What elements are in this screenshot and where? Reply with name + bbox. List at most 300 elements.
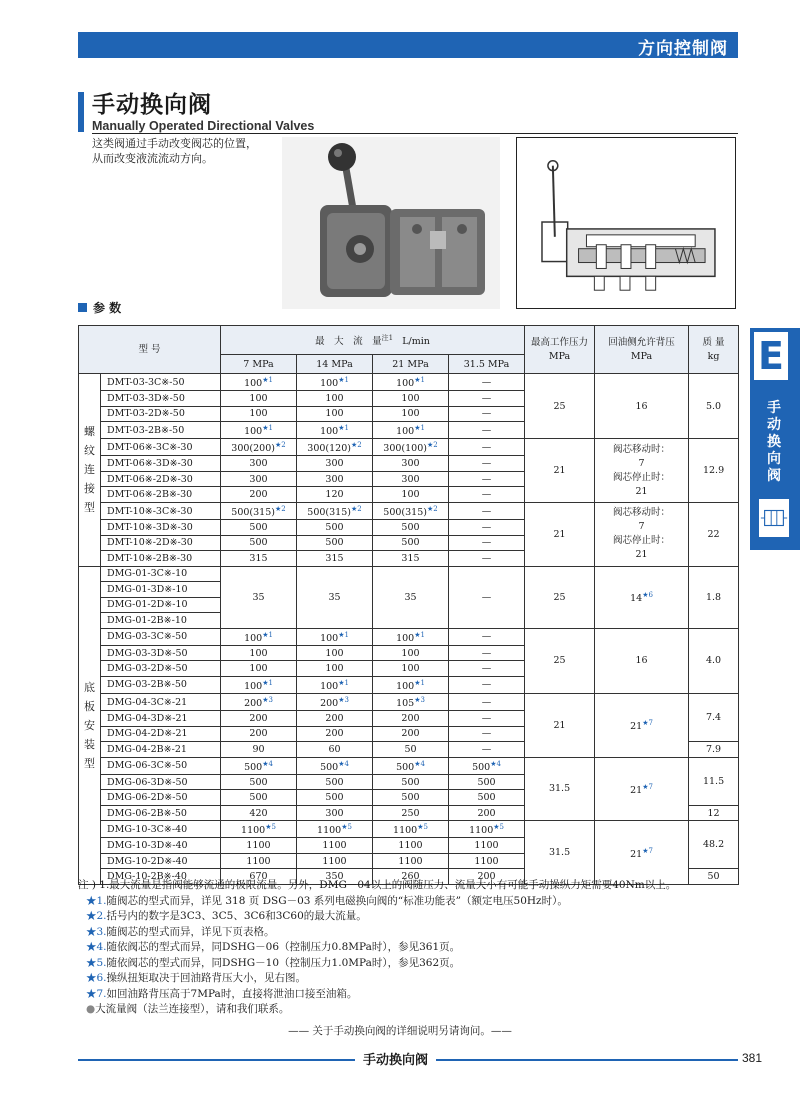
section-title: 方向控制阀 <box>638 39 728 59</box>
header-note-ref: 注1 <box>381 333 394 342</box>
model-cell: DMG-10-2B※-40 <box>101 869 221 885</box>
flow-value: 500 <box>477 776 496 788</box>
flow-cell <box>297 628 373 645</box>
model-cell: DMT-06※-3D※-30 <box>101 456 221 472</box>
table-row <box>79 821 739 838</box>
flow-cell: 35 <box>221 566 297 628</box>
flow-value: 300(200) <box>231 443 275 455</box>
max-pressure-cell <box>525 439 595 503</box>
flow-value: 500 <box>244 761 263 773</box>
max-pressure-cell <box>525 502 595 566</box>
model-cell: DMG-04-2B※-21 <box>101 742 221 758</box>
flow-cell <box>449 774 525 790</box>
flow-cell <box>449 693 525 710</box>
star-marker: ★3 <box>338 695 349 704</box>
star-marker: ★4 <box>490 759 501 768</box>
flow-cell <box>221 406 297 422</box>
table-row <box>79 439 739 456</box>
flow-cell <box>221 676 297 693</box>
flow-value: — <box>481 473 492 485</box>
flow-value: 260 <box>401 871 420 883</box>
flow-cell <box>449 676 525 693</box>
cell-value: 5.0 <box>705 400 722 412</box>
flow-cell <box>221 456 297 472</box>
star-marker: ★1 <box>338 630 349 639</box>
flow-value: 1100 <box>322 840 347 852</box>
flow-value: 100 <box>396 632 415 644</box>
flow-cell <box>373 757 449 774</box>
flow-cell <box>373 471 449 487</box>
model-cell: DMG-03-3D※-50 <box>101 645 221 661</box>
flow-value: 500 <box>325 521 344 533</box>
flow-value: — <box>481 505 492 517</box>
flow-value: 60 <box>328 743 341 755</box>
model-cell: DMG-04-2D※-21 <box>101 726 221 742</box>
flow-value: 300(100) <box>383 443 427 455</box>
star-4-marker: ★4. <box>86 941 107 953</box>
flow-value: 500 <box>249 792 268 803</box>
cell-value: 50 <box>707 871 720 883</box>
model-cell: DMG-01-3C※-10 <box>101 566 221 582</box>
back-pressure-cell <box>595 821 689 885</box>
star-marker: ★1 <box>338 376 349 384</box>
flow-value: — <box>481 521 492 533</box>
row-group-label: 螺纹连接型 <box>79 374 101 567</box>
max-pressure-cell <box>525 566 595 628</box>
flow-cell <box>221 726 297 742</box>
cell-value: 12.9 <box>702 465 725 477</box>
back-pressure-cell <box>595 502 689 566</box>
flow-cell <box>449 487 525 503</box>
star-3-marker: ★3. <box>86 925 107 938</box>
flow-cell <box>221 757 297 774</box>
flow-value: — <box>481 408 492 420</box>
star-3-text: 随阀芯的型式而异，详见下页表格。 <box>106 925 275 938</box>
flow-cell <box>297 471 373 487</box>
flow-cell <box>449 711 525 727</box>
model-cell: DMT-10※-2D※-30 <box>101 535 221 551</box>
flow-cell <box>221 774 297 790</box>
flow-value: — <box>481 712 492 724</box>
star-marker: ★5 <box>417 823 428 832</box>
spool-text: 7 <box>638 521 645 533</box>
flow-value: 100 <box>401 489 420 501</box>
cell-value: 21 <box>630 785 643 796</box>
flow-value: — <box>481 679 492 691</box>
star-marker: ★1 <box>414 630 425 639</box>
star-marker: ★7 <box>642 782 653 791</box>
star-marker: ★2 <box>426 504 438 513</box>
flow-cell <box>297 676 373 693</box>
flow-cell <box>297 693 373 710</box>
title-divider <box>92 133 738 134</box>
flow-value: 500 <box>325 792 344 803</box>
flow-cell <box>221 821 297 838</box>
cell-value: 7.9 <box>705 743 722 755</box>
note-star-2 <box>78 909 758 925</box>
flow-cell <box>373 439 449 456</box>
large-flow-text: 大流量阀（法兰连接型），请和我们联系。 <box>95 1003 290 1015</box>
flow-cell <box>449 406 525 422</box>
flow-value: 100 <box>244 378 263 390</box>
cell-value: 21 <box>630 848 643 860</box>
flow-cell <box>221 790 297 806</box>
cell-value: 16 <box>635 400 648 412</box>
cell-value: 12 <box>707 807 720 819</box>
star-6-text: 操纵扭矩取决于回油路背压大小，见右图。 <box>106 972 307 984</box>
flow-value: — <box>481 424 492 436</box>
flow-cell <box>373 391 449 407</box>
chapter-letter: E <box>750 328 792 384</box>
flow-cell <box>373 726 449 742</box>
flow-cell <box>221 805 297 821</box>
spool-text: 21 <box>635 485 648 497</box>
header-mass-unit: kg <box>707 350 720 362</box>
flow-cell <box>449 471 525 487</box>
header-model: 型 号 <box>79 326 221 374</box>
flow-value: 90 <box>252 743 265 755</box>
flow-value: 100 <box>320 426 339 438</box>
flow-cell <box>221 742 297 758</box>
notes-block <box>78 878 758 1018</box>
model-cell: DMT-03-3D※-50 <box>101 391 221 407</box>
note-star-5 <box>78 956 758 972</box>
flow-cell <box>449 838 525 854</box>
flow-cell: 35 <box>297 566 373 628</box>
flow-value: — <box>481 696 492 708</box>
flow-cell <box>221 535 297 551</box>
flow-cell <box>449 439 525 456</box>
header-pressure-7: 7 MPa <box>221 355 297 374</box>
max-pressure-cell <box>525 757 595 821</box>
flow-value: 1100 <box>322 855 347 867</box>
flow-value: 100 <box>325 663 344 675</box>
model-cell: DMG-06-3D※-50 <box>101 774 221 790</box>
flow-cell <box>449 374 525 391</box>
flow-cell <box>449 757 525 774</box>
star-marker: ★1 <box>262 630 273 639</box>
flow-value: 100 <box>396 378 415 390</box>
flow-cell <box>373 487 449 503</box>
flow-cell <box>221 471 297 487</box>
star-2-marker: ★2. <box>86 910 107 922</box>
flow-value: 500 <box>325 776 344 788</box>
flow-value: 100 <box>396 680 415 692</box>
header-pressure-14: 14 MPa <box>297 355 373 374</box>
flow-cell <box>221 853 297 869</box>
flow-cell <box>373 693 449 710</box>
note-star-4 <box>78 940 758 956</box>
header-back-pressure-label: 回油侧允许背压 <box>608 336 675 348</box>
model-cell: DMT-06※-3C※-30 <box>101 439 221 456</box>
model-cell: DMG-06-2D※-50 <box>101 790 221 806</box>
star-marker: ★1 <box>262 424 273 433</box>
flow-cell <box>449 520 525 536</box>
flow-cell <box>297 551 373 567</box>
flow-cell <box>221 422 297 439</box>
flow-value: 1100 <box>474 855 499 867</box>
star-marker: ★7 <box>642 846 653 855</box>
chapter-label: 手动换向阀 <box>767 400 781 484</box>
flow-cell <box>373 628 449 645</box>
mass-cell <box>689 693 739 741</box>
cell-value: 21 <box>553 465 566 477</box>
note-star-6 <box>78 971 758 987</box>
cell-value: 16 <box>635 655 648 667</box>
flow-cell <box>221 693 297 710</box>
valve-symbol-icon <box>758 498 790 538</box>
flow-value: 500 <box>249 776 268 788</box>
cell-value: 31.5 <box>548 783 571 795</box>
flow-value: 500 <box>477 792 496 803</box>
square-bullet-icon <box>78 303 87 312</box>
flow-value: 500(315) <box>307 507 351 519</box>
page-number: 381 <box>742 1051 763 1065</box>
spool-text: 阀芯停止时： <box>613 535 671 547</box>
star-marker: ★2 <box>274 441 286 450</box>
star-1-text: 随阀芯的型式而异，详见 318 页 DSG－03 系列电磁换向阀的“标准功能表”（额定电压50Hz时）。 <box>106 894 568 907</box>
cell-value: 25 <box>553 400 566 412</box>
flow-value: 500 <box>472 761 491 773</box>
flow-cell <box>449 645 525 661</box>
flow-value: 250 <box>401 807 420 819</box>
flow-cell <box>373 821 449 838</box>
flow-cell <box>297 838 373 854</box>
note-star-7 <box>78 987 758 1003</box>
star-marker: ★1 <box>262 678 273 687</box>
star-marker: ★5 <box>265 823 276 832</box>
header-mass <box>689 326 739 374</box>
valve-section-diagram <box>516 137 736 309</box>
flow-cell <box>449 502 525 519</box>
flow-cell <box>221 628 297 645</box>
star-marker: ★4 <box>414 759 425 768</box>
star-marker: ★2 <box>350 504 362 513</box>
flow-value: 100 <box>320 680 339 692</box>
flow-cell <box>449 661 525 677</box>
flow-value: 200 <box>244 698 263 710</box>
header-pressure-21: 21 MPa <box>373 355 449 374</box>
spool-text: 阀芯移动时： <box>613 507 671 519</box>
model-cell: DMG-01-2B※-10 <box>101 613 221 629</box>
back-pressure-cell <box>595 693 689 757</box>
flow-value: 100 <box>401 408 420 420</box>
flow-value: 1100 <box>474 840 499 852</box>
flow-value: 200 <box>325 728 344 740</box>
flow-cell <box>221 520 297 536</box>
flow-value: — <box>481 728 492 740</box>
model-cell: DMT-03-2D※-50 <box>101 406 221 422</box>
flow-cell <box>297 790 373 806</box>
flow-value: 315 <box>325 552 344 564</box>
star-marker: ★2 <box>274 504 286 513</box>
model-cell: DMG-04-3C※-21 <box>101 693 221 710</box>
flow-cell <box>297 422 373 439</box>
table-row <box>79 502 739 519</box>
star-4-text: 随依阀芯的型式而异，同DSHG－06（控制压力0.8MPa时），参见361页。 <box>106 941 461 953</box>
flow-cell <box>373 742 449 758</box>
flow-value: 105 <box>396 698 415 710</box>
flow-value: 1100 <box>469 825 494 837</box>
star-marker: ★1 <box>338 424 349 433</box>
flow-cell <box>449 853 525 869</box>
flow-value: 500 <box>249 521 268 533</box>
mass-cell <box>689 742 739 758</box>
flow-value: 100 <box>325 408 344 420</box>
flow-value: — <box>481 376 492 388</box>
flow-cell <box>297 711 373 727</box>
flow-cell <box>297 520 373 536</box>
table-header-row <box>79 326 739 355</box>
mass-cell <box>689 757 739 805</box>
flow-cell <box>373 805 449 821</box>
star-marker: ★2 <box>426 441 438 450</box>
star-marker: ★4 <box>262 759 273 768</box>
back-pressure-cell <box>595 374 689 439</box>
flow-cell <box>373 422 449 439</box>
star-marker: ★1 <box>338 678 349 687</box>
flow-value: — <box>481 537 492 549</box>
flow-value: 200 <box>401 728 420 740</box>
row-group-label: 底板安装型 <box>79 566 101 884</box>
model-cell: DMG-03-3C※-50 <box>101 628 221 645</box>
flow-value: — <box>481 392 492 404</box>
flow-cell <box>297 502 373 519</box>
flow-value: — <box>481 552 492 564</box>
flow-value: 100 <box>320 378 339 390</box>
header-max-pressure <box>525 326 595 374</box>
max-pressure-cell <box>525 693 595 757</box>
model-cell: DMT-10※-2B※-30 <box>101 551 221 567</box>
model-cell: DMG-04-3D※-21 <box>101 711 221 727</box>
model-cell: DMG-10-2D※-40 <box>101 853 221 869</box>
flow-cell <box>449 790 525 806</box>
cell-value: 25 <box>553 655 566 667</box>
flow-value: 1100 <box>393 825 418 837</box>
flow-value: 1100 <box>398 855 423 867</box>
star-marker: ★5 <box>493 823 504 832</box>
flow-value: — <box>481 631 492 643</box>
section-header-bar <box>78 32 738 58</box>
star-5-text: 随依阀芯的型式而异，同DSHG－10（控制压力1.0MPa时），参见362页。 <box>106 956 461 969</box>
cell-value: 48.2 <box>702 839 725 851</box>
flow-value: 300 <box>249 473 268 485</box>
flow-value: 300(120) <box>307 443 351 455</box>
note-1: 注 ) 1.最大流量是指阀能够流通的极限流量。另外，DMG－04以上的阀随压力、流量大小有可能手动操纵力矩需要40Nm以上。 <box>78 879 677 891</box>
flow-value: 500(315) <box>383 507 427 519</box>
model-cell: DMT-10※-3C※-30 <box>101 502 221 519</box>
flow-value: 500 <box>325 537 344 549</box>
flow-cell <box>449 628 525 645</box>
spec-table <box>78 325 739 885</box>
flow-cell <box>297 821 373 838</box>
flow-cell <box>297 742 373 758</box>
flow-cell <box>221 502 297 519</box>
flow-cell <box>297 645 373 661</box>
star-marker: ★1 <box>262 376 273 384</box>
table-body <box>79 374 739 885</box>
flow-cell <box>449 535 525 551</box>
flow-value: 100 <box>249 663 268 675</box>
flow-cell <box>449 551 525 567</box>
flow-cell <box>221 711 297 727</box>
params-heading-label: 参 数 <box>93 301 122 315</box>
page-title: 手动换向阀 <box>92 92 212 118</box>
flow-cell <box>373 502 449 519</box>
flow-value: 100 <box>401 663 420 675</box>
flow-cell <box>373 838 449 854</box>
flow-value: — <box>481 743 492 755</box>
params-heading <box>78 299 121 316</box>
header-flow-unit: L/min <box>402 336 430 348</box>
cell-value: 25 <box>553 591 566 603</box>
table-row <box>79 374 739 391</box>
cell-value: 21 <box>630 721 643 733</box>
inquiry-line: —— 关于手动换向阀的详细说明另请询问。—— <box>288 1025 512 1037</box>
star-7-text: 如回油路背压高于7MPa时，直接将泄油口接至油箱。 <box>106 987 358 1000</box>
flow-value: 300 <box>325 807 344 819</box>
flow-cell <box>297 487 373 503</box>
note-star-3 <box>78 925 758 941</box>
flow-cell <box>449 726 525 742</box>
flow-value: 670 <box>249 871 268 883</box>
flow-cell <box>221 391 297 407</box>
flow-cell <box>449 805 525 821</box>
flow-cell <box>221 645 297 661</box>
flow-value: 315 <box>249 552 268 564</box>
flow-cell <box>297 757 373 774</box>
flow-value: 100 <box>320 632 339 644</box>
flow-cell <box>373 551 449 567</box>
flow-value: 100 <box>325 392 344 404</box>
flow-cell <box>449 391 525 407</box>
star-marker: ★3 <box>262 695 273 704</box>
flow-cell <box>373 374 449 391</box>
flow-value: 200 <box>320 698 339 710</box>
flow-cell <box>221 838 297 854</box>
flow-cell <box>373 676 449 693</box>
note-star-1 <box>78 894 758 910</box>
max-pressure-cell <box>525 821 595 885</box>
back-pressure-cell <box>595 628 689 693</box>
flow-cell <box>297 805 373 821</box>
flow-value: — <box>481 489 492 501</box>
flow-cell <box>221 374 297 391</box>
flow-cell <box>449 742 525 758</box>
flow-value: 300 <box>325 458 344 470</box>
model-cell: DMT-06※-2B※-30 <box>101 487 221 503</box>
header-max-flow <box>221 326 525 355</box>
flow-value: 300 <box>401 473 420 485</box>
model-cell: DMT-03-3C※-50 <box>101 374 221 391</box>
flow-cell <box>297 439 373 456</box>
title-accent <box>78 92 84 132</box>
model-cell: DMT-06※-2D※-30 <box>101 471 221 487</box>
header-back-pressure-unit: MPa <box>630 350 653 362</box>
flow-value: 1100 <box>246 855 271 867</box>
flow-cell <box>297 391 373 407</box>
flow-value: 500 <box>401 776 420 788</box>
mass-cell <box>689 821 739 869</box>
flow-value: — <box>481 441 492 453</box>
flow-cell <box>297 661 373 677</box>
flow-value: 500 <box>396 761 415 773</box>
star-marker: ★1 <box>414 678 425 687</box>
flow-value: 100 <box>401 392 420 404</box>
flow-cell <box>373 406 449 422</box>
flow-value: 1100 <box>398 840 423 852</box>
flow-value: 300 <box>249 458 268 470</box>
